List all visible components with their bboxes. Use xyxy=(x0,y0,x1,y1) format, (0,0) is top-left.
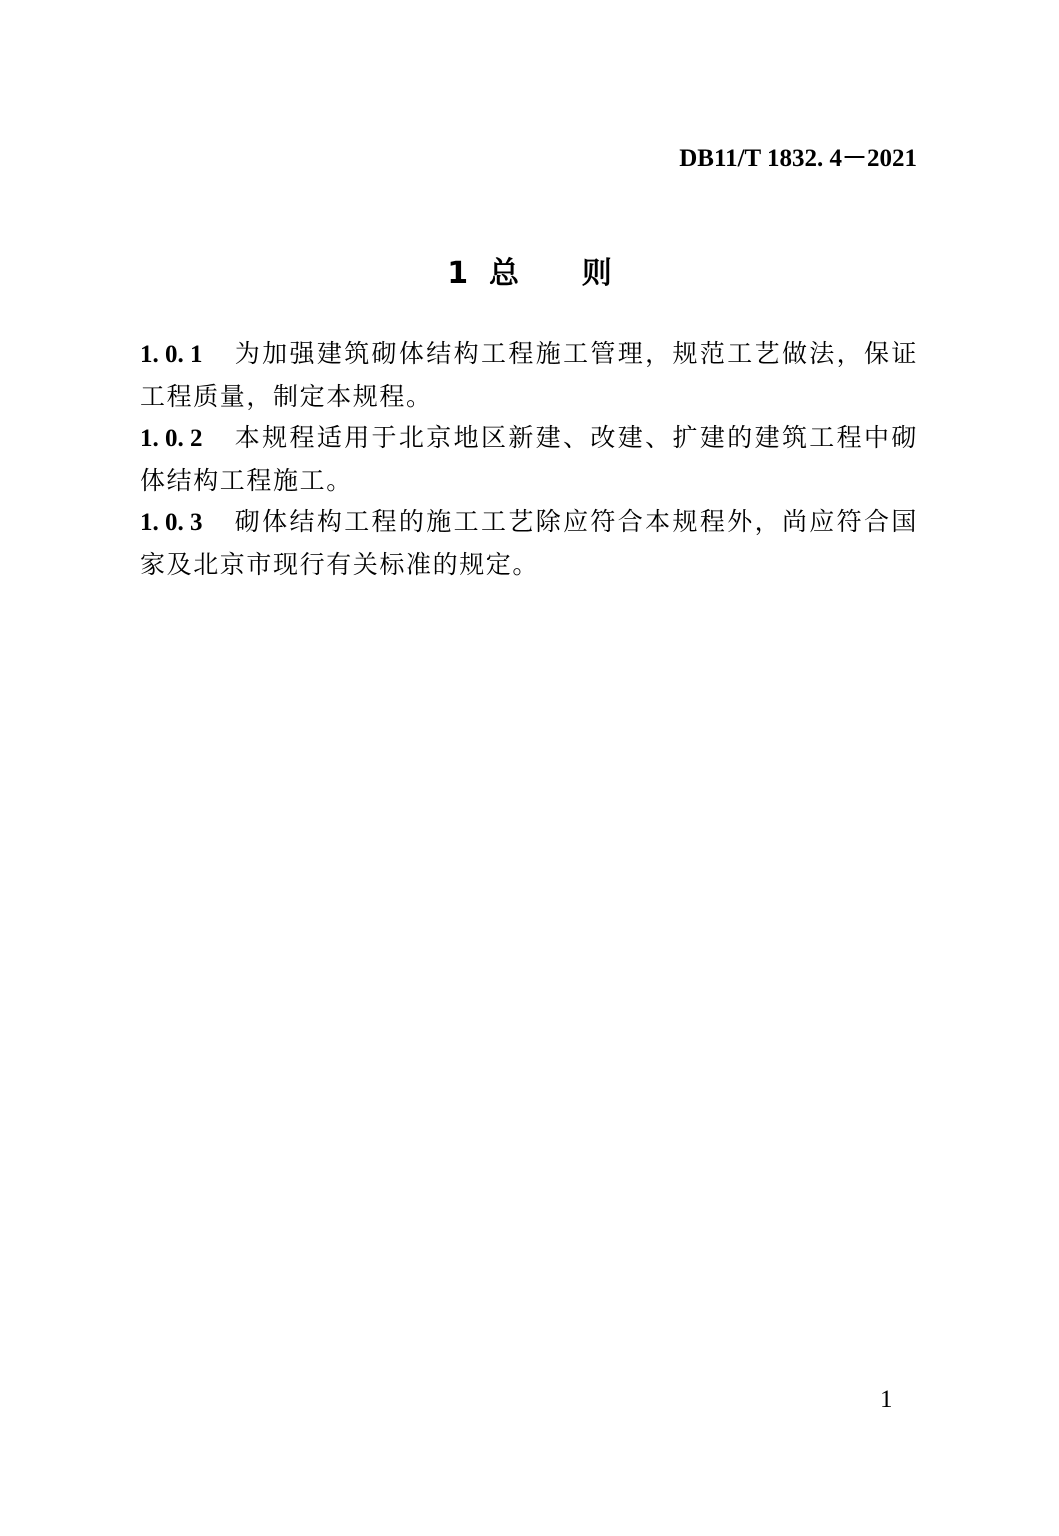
clause-text: 本规程适用于北京地区新建、改建、扩建的建筑工程中砌体结构工程施工。 xyxy=(140,423,918,495)
chapter-title: 1 总 则 xyxy=(447,256,612,291)
clause-1-0-1 xyxy=(140,333,918,417)
clause-number: 1. 0. 1 xyxy=(140,341,203,368)
clause-1-0-3 xyxy=(140,501,918,585)
clause-list xyxy=(140,333,918,585)
clause-1-0-2 xyxy=(140,417,918,501)
clause-text: 砌体结构工程的施工工艺除应符合本规程外，尚应符合国家及北京市现行有关标准的规定。 xyxy=(140,507,918,579)
clause-text: 为加强建筑砌体结构工程施工管理，规范工艺做法，保证工程质量，制定本规程。 xyxy=(140,339,918,411)
clause-number: 1. 0. 3 xyxy=(140,509,203,536)
clause-number: 1. 0. 2 xyxy=(140,425,203,452)
standard-code: DB11/T 1832. 4－2021 xyxy=(679,145,917,172)
page-number: 1 xyxy=(880,1386,893,1413)
